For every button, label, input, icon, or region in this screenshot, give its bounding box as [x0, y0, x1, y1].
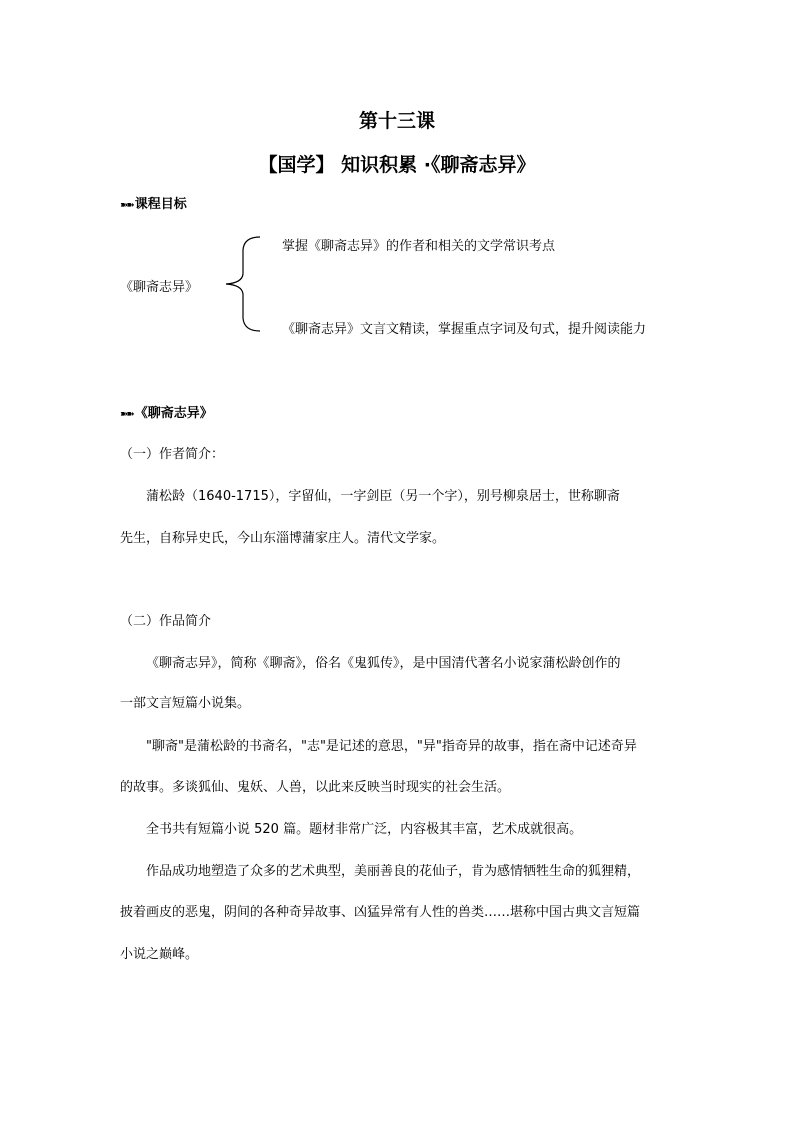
brace-icon	[222, 236, 262, 332]
goals-subject: 《聊斋志异》	[120, 280, 199, 295]
page-heading: 【国学】 知识积累 ·《聊斋志异》	[258, 154, 536, 176]
section-book-label: 《聊斋志异》	[134, 406, 213, 421]
author-line-2: 先生，自称异史氏，今山东淄博蒲家庄人。清代文学家。	[120, 531, 446, 546]
author-heading: （一）作者简介：	[120, 447, 225, 462]
double-arrow-icon: ➽➽	[120, 200, 133, 211]
work-heading: （二）作品简介	[120, 614, 212, 629]
work-line-7: 披着画皮的恶鬼，阴间的各种奇异故事、凶猛异常有人性的兽类……堪称中国古典文言短篇	[120, 905, 641, 920]
work-line-3: "聊斋"是蒲松龄的书斋名，"志"是记述的意思，"异"指奇异的故事，指在斋中记述奇异	[146, 739, 637, 754]
goal-item-1: 掌握《聊斋志异》的作者和相关的文学常识考点	[282, 239, 556, 254]
section-book	[120, 402, 213, 421]
double-arrow-icon: ➽➽	[120, 409, 133, 420]
work-line-2: 一部文言短篇小说集。	[120, 696, 251, 711]
work-line-6: 作品成功地塑造了众多的艺术典型，美丽善良的花仙子，肯为感情牺牲生命的狐狸精，	[146, 864, 641, 879]
section-goals	[120, 193, 187, 212]
work-line-1: 《聊斋志异》，简称《聊斋》，俗名《鬼狐传》，是中国清代著名小说家蒲松龄创作的	[146, 656, 621, 671]
goal-item-2: 《聊斋志异》文言文精读，掌握重点字词及句式，提升阅读能力	[282, 322, 647, 337]
work-line-8: 小说之巅峰。	[120, 947, 199, 962]
work-line-5: 全书共有短篇小说 520 篇。题材非常广泛，内容极其丰富，艺术成就很高。	[146, 822, 583, 837]
section-goals-label: 课程目标	[134, 197, 187, 212]
lesson-title: 第十三课	[358, 110, 435, 132]
work-line-4: 的故事。多谈狐仙、鬼妖、人兽，以此来反映当时现实的社会生活。	[120, 780, 511, 795]
author-line-1: 蒲松龄（1640-1715），字留仙，一字剑臣（另一个字），别号柳泉居士，世称聊斋	[146, 489, 620, 504]
